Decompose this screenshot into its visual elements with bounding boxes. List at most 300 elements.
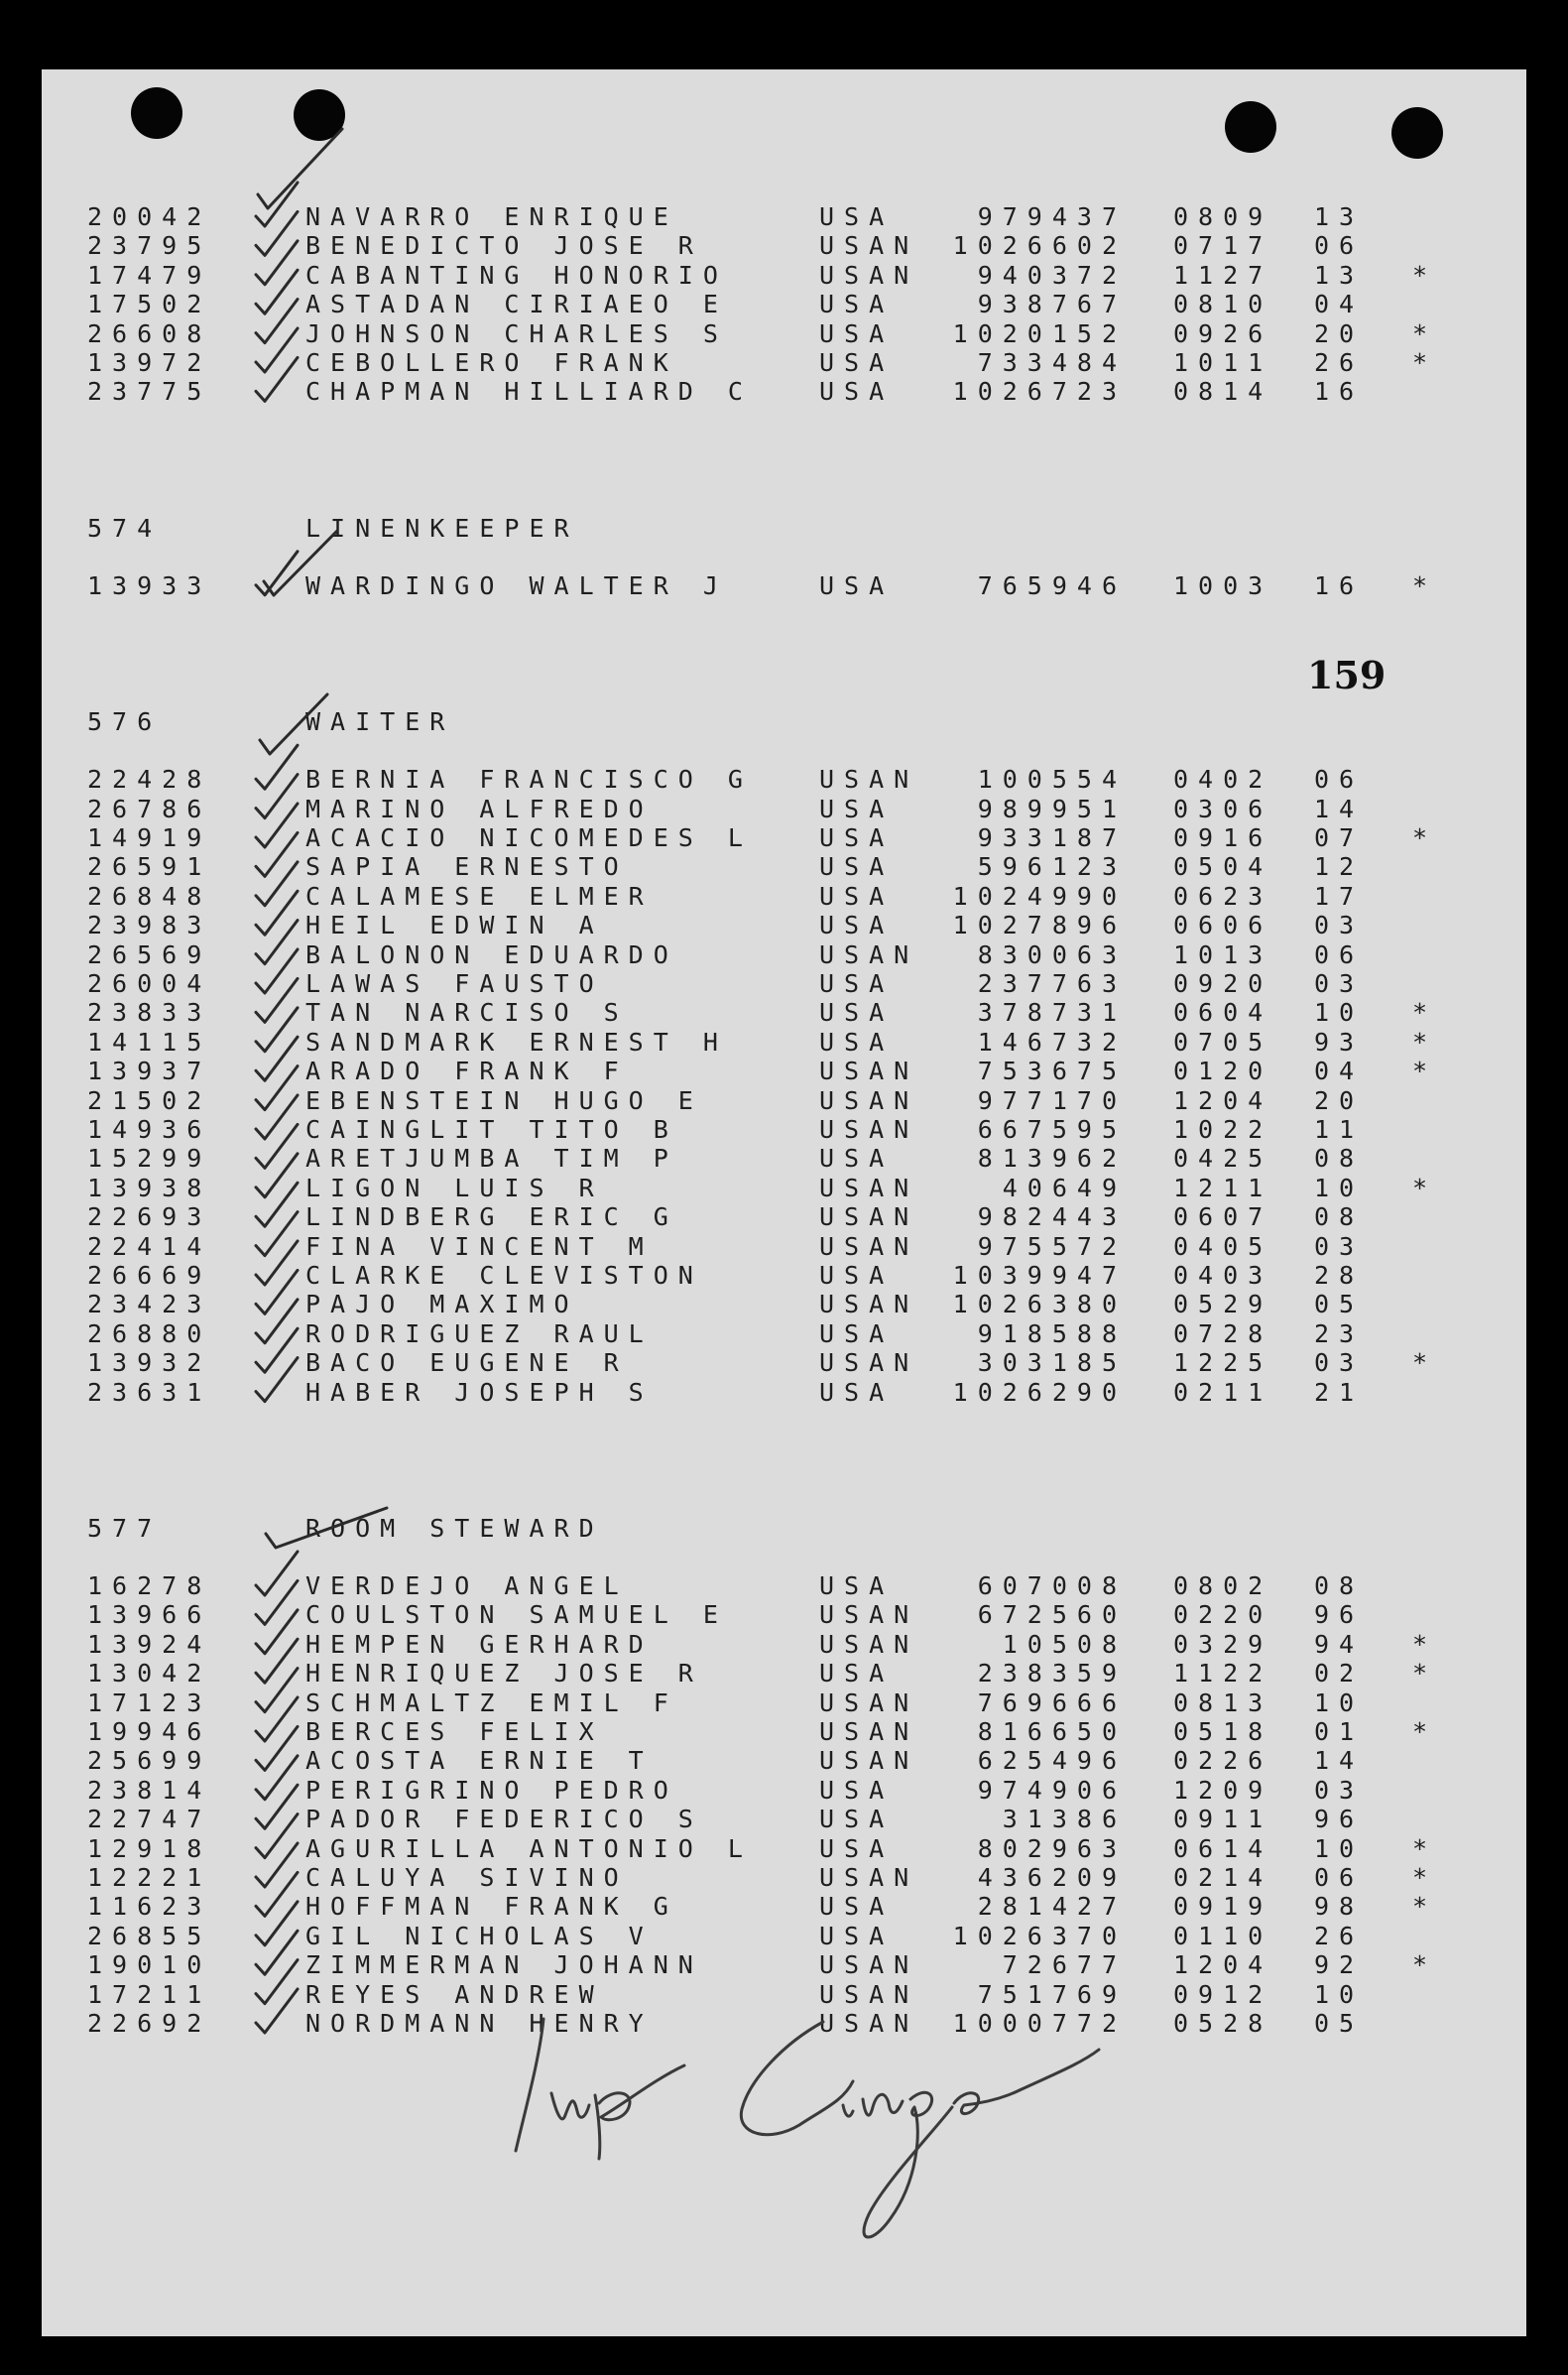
- document-number: 10508: [1002, 1629, 1127, 1659]
- value-code: 14: [1314, 794, 1365, 823]
- table-row: [0, 1717, 1568, 1746]
- crew-name: CEBOLLERO FRANK: [305, 348, 678, 377]
- table-row: [0, 377, 1568, 406]
- value-code: 10: [1314, 1688, 1365, 1717]
- date-code: 1127: [1173, 260, 1273, 290]
- section-code: 574: [87, 513, 163, 543]
- crew-name: ACOSTA ERNIE T: [305, 1746, 654, 1776]
- crew-id: 12221: [87, 1863, 212, 1892]
- crew-id: 13972: [87, 348, 212, 377]
- crew-name: CALAMESE ELMER: [305, 881, 654, 911]
- asterisk-mark: *: [1412, 1027, 1438, 1057]
- date-code: 0528: [1173, 2009, 1273, 2038]
- table-row: [0, 823, 1568, 852]
- crew-id: 13937: [87, 1057, 212, 1086]
- table-row: [0, 231, 1568, 260]
- crew-id: 26608: [87, 318, 212, 348]
- value-code: 11: [1314, 1115, 1365, 1144]
- value-code: 23: [1314, 1318, 1365, 1348]
- asterisk-mark: *: [1412, 998, 1438, 1028]
- value-code: 03: [1314, 1348, 1365, 1378]
- crew-id: 17502: [87, 290, 212, 319]
- nationality: USA: [819, 998, 895, 1028]
- crew-name: LIGON LUIS R: [305, 1173, 604, 1202]
- asterisk-mark: *: [1412, 260, 1438, 290]
- crew-name: WARDINGO WALTER J: [305, 570, 728, 600]
- crew-name: NORDMANN HENRY: [305, 2009, 654, 2038]
- crew-name: LINDBERG ERIC G: [305, 1202, 678, 1232]
- table-row: [0, 1057, 1568, 1085]
- nationality: USA: [819, 1261, 895, 1290]
- document-number: 1026723: [952, 377, 1127, 407]
- crew-name: ACACIO NICOMEDES L: [305, 823, 753, 852]
- nationality: USAN: [819, 1115, 919, 1144]
- document-number: 100554: [977, 765, 1127, 795]
- crew-name: BERNIA FRANCISCO G: [305, 765, 753, 795]
- crew-id: 21502: [87, 1085, 212, 1115]
- document-number: 918588: [977, 1318, 1127, 1348]
- crew-id: 17123: [87, 1688, 212, 1717]
- document-number: 753675: [977, 1057, 1127, 1086]
- date-code: 0226: [1173, 1746, 1273, 1776]
- nationality: USAN: [819, 1717, 919, 1746]
- document-number: 974906: [977, 1775, 1127, 1805]
- date-code: 0809: [1173, 202, 1273, 231]
- document-number: 238359: [977, 1659, 1127, 1688]
- value-code: 20: [1314, 1085, 1365, 1115]
- asterisk-mark: *: [1412, 1892, 1438, 1922]
- page-number: 159: [1307, 653, 1387, 697]
- value-code: 07: [1314, 823, 1365, 852]
- crew-id: 26848: [87, 881, 212, 911]
- nationality: USA: [819, 881, 895, 911]
- value-code: 12: [1314, 852, 1365, 882]
- nationality: USAN: [819, 1348, 919, 1378]
- nationality: USA: [819, 1144, 895, 1174]
- crew-id: 13933: [87, 570, 212, 600]
- crew-name: COULSTON SAMUEL E: [305, 1600, 728, 1630]
- asterisk-mark: *: [1412, 1833, 1438, 1863]
- date-code: 1011: [1173, 348, 1273, 377]
- asterisk-mark: *: [1412, 1629, 1438, 1659]
- document-number: 146732: [977, 1027, 1127, 1057]
- date-code: 1204: [1173, 1950, 1273, 1980]
- value-code: 10: [1314, 1173, 1365, 1202]
- crew-id: 26669: [87, 1261, 212, 1290]
- asterisk-mark: *: [1412, 1863, 1438, 1892]
- nationality: USA: [819, 911, 895, 940]
- document-number: 816650: [977, 1717, 1127, 1746]
- date-code: 0214: [1173, 1863, 1273, 1892]
- document-number: 802963: [977, 1833, 1127, 1863]
- nationality: USAN: [819, 2009, 919, 2038]
- nationality: USA: [819, 377, 895, 407]
- document-number: 237763: [977, 969, 1127, 998]
- table-row: [0, 1863, 1568, 1892]
- table-row: [0, 1202, 1568, 1231]
- nationality: USA: [819, 1805, 895, 1834]
- nationality: USAN: [819, 1231, 919, 1261]
- nationality: USA: [819, 1377, 895, 1407]
- nationality: USA: [819, 1318, 895, 1348]
- nationality: USA: [819, 823, 895, 852]
- date-code: 0912: [1173, 1979, 1273, 2009]
- value-code: 05: [1314, 2009, 1365, 2038]
- nationality: USAN: [819, 1746, 919, 1776]
- date-code: 0717: [1173, 231, 1273, 261]
- document-number: 1039947: [952, 1261, 1127, 1290]
- nationality: USAN: [819, 260, 919, 290]
- date-code: 0306: [1173, 794, 1273, 823]
- crew-name: HENRIQUEZ JOSE R: [305, 1659, 703, 1688]
- crew-name: BACO EUGENE R: [305, 1348, 629, 1378]
- document-number: 31386: [1002, 1805, 1127, 1834]
- table-row: [0, 1086, 1568, 1115]
- nationality: USA: [819, 1775, 895, 1805]
- table-row: [0, 852, 1568, 881]
- crew-name: CABANTING HONORIO: [305, 260, 728, 290]
- crew-name: HEIL EDWIN A: [305, 911, 604, 940]
- crew-name: PADOR FEDERICO S: [305, 1805, 703, 1834]
- table-row: [0, 1319, 1568, 1348]
- table-row: [0, 1600, 1568, 1629]
- document-number: 596123: [977, 852, 1127, 882]
- crew-id: 13938: [87, 1173, 212, 1202]
- table-row: [0, 795, 1568, 823]
- nationality: USA: [819, 852, 895, 882]
- table-row: [0, 1232, 1568, 1261]
- table-row: [0, 319, 1568, 348]
- date-code: 0220: [1173, 1600, 1273, 1630]
- document-number: 1026380: [952, 1290, 1127, 1319]
- nationality: USAN: [819, 1085, 919, 1115]
- section-title: WAITER: [305, 707, 455, 737]
- section-title: LINENKEEPER: [305, 513, 579, 543]
- asterisk-mark: *: [1412, 823, 1438, 852]
- crew-name: BERCES FELIX: [305, 1717, 604, 1746]
- value-code: 16: [1314, 377, 1365, 407]
- document-number: 281427: [977, 1892, 1127, 1922]
- crew-name: TAN NARCISO S: [305, 998, 629, 1028]
- crew-name: SANDMARK ERNEST H: [305, 1027, 728, 1057]
- table-row: [0, 1571, 1568, 1600]
- table-row: [0, 1805, 1568, 1833]
- crew-name: ARADO FRANK F: [305, 1057, 629, 1086]
- nationality: USA: [819, 1659, 895, 1688]
- value-code: 06: [1314, 765, 1365, 795]
- crew-id: 23631: [87, 1377, 212, 1407]
- document-number: 667595: [977, 1115, 1127, 1144]
- document-number: 1020152: [952, 318, 1127, 348]
- crew-id: 26569: [87, 939, 212, 969]
- crew-id: 26004: [87, 969, 212, 998]
- section-header: [0, 514, 1568, 544]
- document-number: 765946: [977, 570, 1127, 600]
- crew-id: 17211: [87, 1979, 212, 2009]
- crew-id: 23983: [87, 911, 212, 940]
- section-header: [0, 1514, 1568, 1544]
- table-row: [0, 1174, 1568, 1202]
- crew-id: 11623: [87, 1892, 212, 1922]
- value-code: 92: [1314, 1950, 1365, 1980]
- nationality: USAN: [819, 1688, 919, 1717]
- crew-name: BENEDICTO JOSE R: [305, 231, 703, 261]
- nationality: USA: [819, 348, 895, 377]
- value-code: 06: [1314, 1863, 1365, 1892]
- crew-name: GIL NICHOLAS V: [305, 1921, 654, 1950]
- document-number: 378731: [977, 998, 1127, 1028]
- document-number: 1027896: [952, 911, 1127, 940]
- nationality: USAN: [819, 1600, 919, 1630]
- nationality: USA: [819, 1833, 895, 1863]
- crew-id: 14936: [87, 1115, 212, 1144]
- table-row: [0, 1688, 1568, 1717]
- asterisk-mark: *: [1412, 1717, 1438, 1746]
- table-row: [0, 1290, 1568, 1318]
- document-number: 813962: [977, 1144, 1127, 1174]
- date-code: 1225: [1173, 1348, 1273, 1378]
- value-code: 04: [1314, 1057, 1365, 1086]
- value-code: 10: [1314, 1833, 1365, 1863]
- document-number: 977170: [977, 1085, 1127, 1115]
- asterisk-mark: *: [1412, 570, 1438, 600]
- document-number: 979437: [977, 202, 1127, 231]
- document-number: 975572: [977, 1231, 1127, 1261]
- crew-name: CHAPMAN HILLIARD C: [305, 377, 753, 407]
- nationality: USA: [819, 794, 895, 823]
- crew-id: 22428: [87, 765, 212, 795]
- document-number: 933187: [977, 823, 1127, 852]
- crew-id: 13932: [87, 1348, 212, 1378]
- table-row: [0, 261, 1568, 290]
- value-code: 26: [1314, 348, 1365, 377]
- value-code: 98: [1314, 1892, 1365, 1922]
- crew-name: FINA VINCENT M: [305, 1231, 654, 1261]
- date-code: 0504: [1173, 852, 1273, 882]
- crew-id: 26786: [87, 794, 212, 823]
- value-code: 06: [1314, 939, 1365, 969]
- value-code: 93: [1314, 1027, 1365, 1057]
- crew-id: 25699: [87, 1746, 212, 1776]
- table-row: [0, 1348, 1568, 1377]
- value-code: 03: [1314, 911, 1365, 940]
- document-number: 1026370: [952, 1921, 1127, 1950]
- date-code: 0120: [1173, 1057, 1273, 1086]
- table-row: [0, 1892, 1568, 1921]
- table-row: [0, 1980, 1568, 2009]
- value-code: 10: [1314, 998, 1365, 1028]
- document-number: 1024990: [952, 881, 1127, 911]
- table-row: [0, 911, 1568, 939]
- nationality: USA: [819, 570, 895, 600]
- date-code: 0403: [1173, 1261, 1273, 1290]
- document-number: 672560: [977, 1600, 1127, 1630]
- crew-id: 13042: [87, 1659, 212, 1688]
- date-code: 0614: [1173, 1833, 1273, 1863]
- nationality: USA: [819, 1921, 895, 1950]
- nationality: USAN: [819, 1202, 919, 1232]
- crew-id: 14919: [87, 823, 212, 852]
- crew-id: 23775: [87, 377, 212, 407]
- crew-name: JOHNSON CHARLES S: [305, 318, 728, 348]
- value-code: 08: [1314, 1144, 1365, 1174]
- document-number: 989951: [977, 794, 1127, 823]
- crew-name: CLARKE CLEVISTON: [305, 1261, 703, 1290]
- value-code: 08: [1314, 1202, 1365, 1232]
- asterisk-mark: *: [1412, 1057, 1438, 1086]
- asterisk-mark: *: [1412, 318, 1438, 348]
- date-code: 0405: [1173, 1231, 1273, 1261]
- date-code: 1122: [1173, 1659, 1273, 1688]
- date-code: 0518: [1173, 1717, 1273, 1746]
- crew-name: HOFFMAN FRANK G: [305, 1892, 678, 1922]
- date-code: 0728: [1173, 1318, 1273, 1348]
- table-row: [0, 202, 1568, 231]
- document-number: 982443: [977, 1202, 1127, 1232]
- crew-name: AGURILLA ANTONIO L: [305, 1833, 753, 1863]
- crew-id: 26880: [87, 1318, 212, 1348]
- value-code: 01: [1314, 1717, 1365, 1746]
- section-title: ROOM STEWARD: [305, 1514, 604, 1543]
- value-code: 03: [1314, 1231, 1365, 1261]
- table-row: [0, 348, 1568, 377]
- document-number: 1026290: [952, 1377, 1127, 1407]
- crew-name: CAINGLIT TITO B: [305, 1115, 678, 1144]
- value-code: 96: [1314, 1600, 1365, 1630]
- value-code: 21: [1314, 1377, 1365, 1407]
- crew-id: 15299: [87, 1144, 212, 1174]
- crew-name: NAVARRO ENRIQUE: [305, 202, 678, 231]
- nationality: USA: [819, 202, 895, 231]
- asterisk-mark: *: [1412, 1950, 1438, 1980]
- value-code: 16: [1314, 570, 1365, 600]
- table-row: [0, 1261, 1568, 1290]
- crew-id: 13966: [87, 1600, 212, 1630]
- crew-id: 23423: [87, 1290, 212, 1319]
- crew-id: 13924: [87, 1629, 212, 1659]
- value-code: 26: [1314, 1921, 1365, 1950]
- crew-id: 22747: [87, 1805, 212, 1834]
- nationality: USA: [819, 1571, 895, 1600]
- section-code: 577: [87, 1514, 163, 1543]
- document-number: 830063: [977, 939, 1127, 969]
- crew-name: HABER JOSEPH S: [305, 1377, 654, 1407]
- asterisk-mark: *: [1412, 1659, 1438, 1688]
- table-row: [0, 882, 1568, 911]
- nationality: USAN: [819, 1863, 919, 1892]
- crew-name: MARINO ALFREDO: [305, 794, 654, 823]
- crew-name: REYES ANDREW: [305, 1979, 604, 2009]
- nationality: USAN: [819, 231, 919, 261]
- table-row: [0, 290, 1568, 318]
- crew-id: 26855: [87, 1921, 212, 1950]
- date-code: 0529: [1173, 1290, 1273, 1319]
- value-code: 96: [1314, 1805, 1365, 1834]
- asterisk-mark: *: [1412, 1173, 1438, 1202]
- document-number: 72677: [1002, 1950, 1127, 1980]
- nationality: USA: [819, 969, 895, 998]
- nationality: USAN: [819, 1057, 919, 1086]
- asterisk-mark: *: [1412, 1348, 1438, 1378]
- table-row: [0, 1922, 1568, 1950]
- value-code: 13: [1314, 260, 1365, 290]
- date-code: 1211: [1173, 1173, 1273, 1202]
- value-code: 04: [1314, 290, 1365, 319]
- date-code: 0607: [1173, 1202, 1273, 1232]
- crew-id: 26591: [87, 852, 212, 882]
- crew-id: 17479: [87, 260, 212, 290]
- document-number: 940372: [977, 260, 1127, 290]
- value-code: 20: [1314, 318, 1365, 348]
- crew-id: 23795: [87, 231, 212, 261]
- crew-id: 19010: [87, 1950, 212, 1980]
- date-code: 0211: [1173, 1377, 1273, 1407]
- date-code: 0604: [1173, 998, 1273, 1028]
- nationality: USAN: [819, 1290, 919, 1319]
- table-row: [0, 1834, 1568, 1863]
- nationality: USA: [819, 318, 895, 348]
- date-code: 0916: [1173, 823, 1273, 852]
- crew-name: CALUYA SIVINO: [305, 1863, 629, 1892]
- crew-name: LAWAS FAUSTO: [305, 969, 604, 998]
- date-code: 1013: [1173, 939, 1273, 969]
- table-row: [0, 1950, 1568, 1979]
- nationality: USAN: [819, 1173, 919, 1202]
- date-code: 0425: [1173, 1144, 1273, 1174]
- date-code: 0329: [1173, 1629, 1273, 1659]
- table-row: [0, 765, 1568, 794]
- nationality: USAN: [819, 1950, 919, 1980]
- document-number: 40649: [1002, 1173, 1127, 1202]
- value-code: 03: [1314, 969, 1365, 998]
- value-code: 14: [1314, 1746, 1365, 1776]
- crew-name: BALONON EDUARDO: [305, 939, 678, 969]
- nationality: USAN: [819, 765, 919, 795]
- date-code: 0802: [1173, 1571, 1273, 1600]
- date-code: 1204: [1173, 1085, 1273, 1115]
- crew-name: PAJO MAXIMO: [305, 1290, 579, 1319]
- value-code: 28: [1314, 1261, 1365, 1290]
- table-row: [0, 2009, 1568, 2038]
- nationality: USA: [819, 290, 895, 319]
- crew-id: 22693: [87, 1202, 212, 1232]
- crew-name: ZIMMERMAN JOHANN: [305, 1950, 703, 1980]
- date-code: 0606: [1173, 911, 1273, 940]
- crew-name: HEMPEN GERHARD: [305, 1629, 654, 1659]
- document-number: 1000772: [952, 2009, 1127, 2038]
- nationality: USAN: [819, 939, 919, 969]
- document-number: 303185: [977, 1348, 1127, 1378]
- value-code: 17: [1314, 881, 1365, 911]
- value-code: 02: [1314, 1659, 1365, 1688]
- table-row: [0, 1776, 1568, 1805]
- date-code: 0813: [1173, 1688, 1273, 1717]
- table-row: [0, 1630, 1568, 1659]
- document-number: 938767: [977, 290, 1127, 319]
- value-code: 06: [1314, 231, 1365, 261]
- crew-name: VERDEJO ANGEL: [305, 1571, 629, 1600]
- table-row: [0, 998, 1568, 1027]
- document-number: 1026602: [952, 231, 1127, 261]
- value-code: 13: [1314, 202, 1365, 231]
- crew-name: ASTADAN CIRIAEO E: [305, 290, 728, 319]
- crew-id: 14115: [87, 1027, 212, 1057]
- crew-name: EBENSTEIN HUGO E: [305, 1085, 703, 1115]
- document-number: 769666: [977, 1688, 1127, 1717]
- date-code: 1022: [1173, 1115, 1273, 1144]
- date-code: 0814: [1173, 377, 1273, 407]
- date-code: 0623: [1173, 881, 1273, 911]
